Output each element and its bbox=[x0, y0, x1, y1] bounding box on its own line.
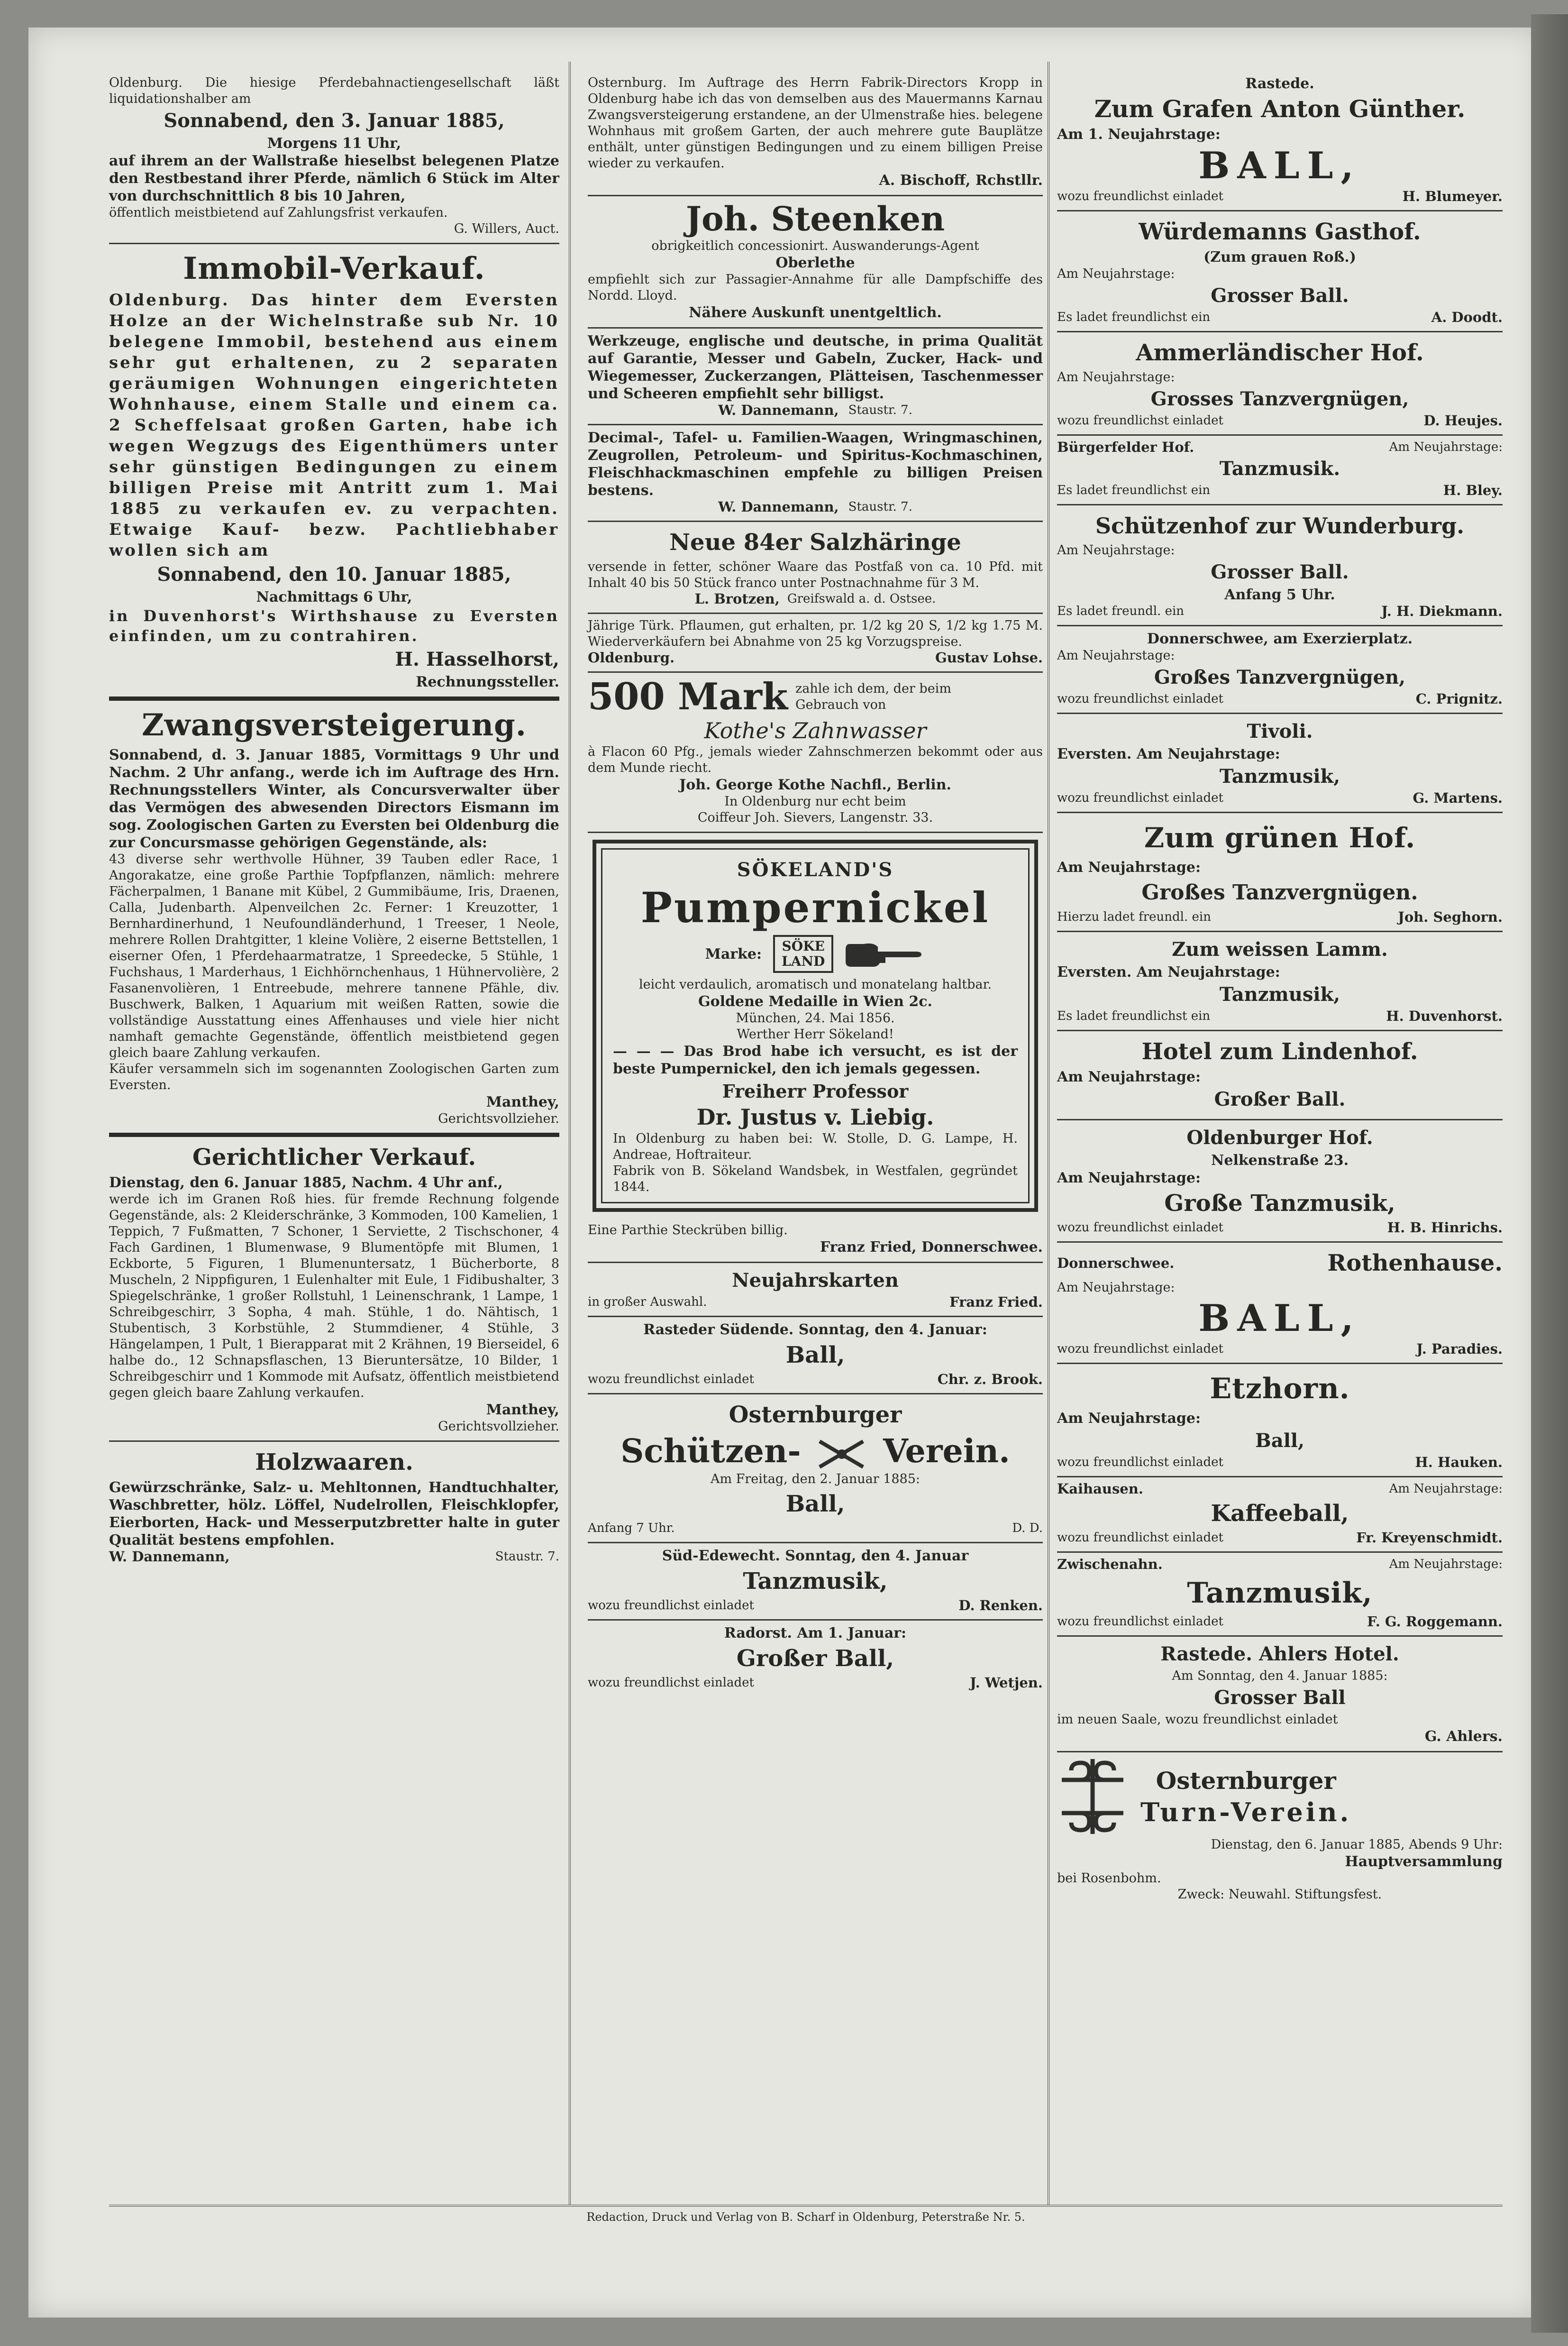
ad-invite: wozu freundlichst einladet bbox=[588, 1676, 754, 1690]
ad-hotel-lindenhof bbox=[1057, 1031, 1503, 1120]
ad-heading: Donnerschwee. bbox=[1057, 1255, 1175, 1271]
ad-zum-grunen-hof bbox=[1057, 813, 1503, 932]
ad-title: Zum weissen Lamm. bbox=[1172, 938, 1388, 961]
ad-gerichtlicher-verkauf bbox=[109, 1137, 559, 1442]
ad-title: Etzhorn. bbox=[1210, 1372, 1350, 1405]
ad-zwischenahn bbox=[1057, 1553, 1503, 1637]
ad-event: Ball, bbox=[1255, 1430, 1305, 1452]
ad-brand-label: Marke: bbox=[705, 945, 762, 962]
ad-kothe-zahnwasser bbox=[588, 673, 1043, 833]
ad-signature-row bbox=[588, 1598, 1043, 1613]
ad-body: empfiehlt sich zur Passagier-Annahme für alle Dampfschiffe des Nordd. Lloyd. bbox=[588, 272, 1043, 303]
ad-signature-role: Gerichtsvollzieher. bbox=[438, 1419, 559, 1434]
ad-lead: Dienstag, den 6. Januar 1885, Nachm. 4 Uhr anf., bbox=[109, 1174, 503, 1191]
ad-title: SÖKELAND'S bbox=[737, 859, 894, 881]
ad-heading: Donnerschwee, am Exerzierplatz. bbox=[1147, 631, 1413, 647]
ad-invite: Es ladet freundl. ein bbox=[1057, 604, 1185, 618]
ad-signature: A. Doodt. bbox=[1431, 309, 1503, 325]
ad-body: leicht verdaulich, aromatisch und monatelang haltbar. bbox=[638, 977, 992, 992]
ad-address: Staustr. 7. bbox=[848, 403, 912, 417]
ad-signature: A. Bischoff, Rchstllr. bbox=[879, 172, 1043, 189]
ad-signature-role: Gerichtsvollzieher. bbox=[438, 1111, 559, 1126]
ad-signature-row bbox=[1057, 604, 1503, 619]
ad-event: Grosser Ball bbox=[1214, 1686, 1346, 1709]
ad-body: 43 diverse sehr werthvolle Hühner, 39 Tauben edler Race, 1 Angorakatze, eine große Parthie Topfpflanzen, nämlich: mehrere Fächerpalmen, 1 Banane mit Kübel, 2 Gummibäume, Iris, Draenen, Calla, Judenbarth. Alpenveilchen 2c. Ferner: 1 Kreuzotter, 1 Bernhardinerhund, 1 Neufoundländerhund, 1 Treeser, 1 Neole, mehrere Rollen Drahtgitter, 1 kleine Volière, 2 eiserne Bettstellen, 1 eiserner Ofen, 1 Pferdehaarmatratze, 1 Spreedecke, 5 Stühle, 1 Fuchshaus, 1 Marderhaus, 1 Eichhörnchenhaus, 1 Hühnervolière, 2 Fasanenvolièren, 1 Entreebude, mehrere tannene Pfähle, div. Buschwerk, Balken, 1 Aquarium mit weißen Ratten, sowie die vollständige Ausstattung eines Affenhauses und viele hier nicht namhaft gemachte Gegenstände, öffentlich meistbietend gegen gleich baare Zahlung verkaufen. bbox=[109, 852, 559, 1060]
crossed-rifles-icon bbox=[816, 1438, 868, 1471]
ad-signature-row bbox=[1057, 189, 1503, 204]
ad-sokeland-pumpernickel bbox=[593, 840, 1038, 1212]
ad-body: Gewürzschränke, Salz- u. Mehltonnen, Handtuchhalter, Waschbretter, hölz. Löffel, Nudelrollen, Fleischklopfer, Eierborten, Hack- und Messerputzbretter halte in guter Qualität bestens empfohlen. bbox=[109, 1479, 559, 1549]
ad-title: Osternburger bbox=[729, 1402, 902, 1428]
ad-event: Tanzmusik, bbox=[1187, 1576, 1373, 1610]
ad-signature-row bbox=[1057, 413, 1503, 429]
ad-signature-row bbox=[1057, 1008, 1503, 1024]
ad-signature-row bbox=[1057, 1341, 1503, 1357]
ad-signature-role: Rechnungssteller. bbox=[416, 674, 559, 690]
ad-date: Sonnabend, den 3. Januar 1885, bbox=[164, 110, 505, 132]
brand-mark-line: SÖKE bbox=[782, 938, 825, 954]
ad-signature-row bbox=[1057, 909, 1503, 925]
ad-invite: Es ladet freundlichst ein bbox=[1057, 310, 1211, 324]
ad-body: versende in fetter, schöner Waare das Postfaß von ca. 10 Pfd. mit Inhalt 40 bis 50 Stück franco unter Postnachnahme für 3 M. bbox=[588, 559, 1043, 590]
ad-signature-title: Freiherr Professor bbox=[722, 1081, 909, 1102]
ad-date: Am 1. Neujahrstage: bbox=[1057, 126, 1221, 143]
ad-salzharinge bbox=[588, 522, 1043, 614]
ad-event: Tanzmusik. bbox=[1219, 458, 1340, 480]
ad-greeting: Werther Herr Sökeland! bbox=[737, 1027, 894, 1042]
ad-signature-row bbox=[109, 1549, 559, 1565]
ad-body: Osternburg. Im Auftrage des Herrn Fabrik-Directors Kropp in Oldenburg habe ich das von demselben aus des Mauermanns Karnau Zwangsversteigerung erstandene, an der Ulmenstraße hies. belegene Wohnhaus mit großem Garten, der auch mehrere gute Bauplätze enthält, unter günstigen Bedingungen und zu einem billigen Preise wieder zu verkaufen. bbox=[588, 75, 1043, 171]
ad-line: obrigkeitlich concessionirt. Auswanderungs-Agent bbox=[651, 238, 979, 253]
brand-mark-line: LAND bbox=[782, 953, 825, 969]
ad-signature-row bbox=[1057, 691, 1503, 707]
ad-signature: L. Brotzen, bbox=[694, 591, 780, 607]
ad-heading: Zwischenahn. bbox=[1057, 1556, 1163, 1572]
ad-heading: Eversten. Am Neujahrstage: bbox=[1057, 964, 1280, 981]
ad-signature: J. H. Diekmann. bbox=[1381, 603, 1503, 619]
ad-place: bei Rosenbohm. bbox=[1057, 1871, 1161, 1886]
ad-body: Oldenburg. Das hinter dem Eversten Holze an der Wichelnstraße sub Nr. 10 belegene Immobil, bestehend aus einem sehr gut erhaltenen, zu 2 separaten geräumigen Wohnungen eingerichteten Wohnhause, einem Stalle und einem ca. 2 Scheffelsaat großen Garten, habe ich wegen Wegzugs des Eigenthümers unter sehr günstigen Bedingungen zu einem billigen Preise mit Antritt zum 1. Mai 1885 zu verkaufen ev. zu verpachten. Etwaige Kauf- bezw. Pachtliebhaber wollen sich am bbox=[109, 291, 559, 560]
ad-title: Tanzmusik, bbox=[743, 1568, 888, 1595]
ad-heading: Radorst. Am 1. Januar: bbox=[724, 1625, 907, 1641]
ad-graf-anton-gunther bbox=[1057, 71, 1503, 211]
ad-event: Großes Tanzvergnügen, bbox=[1154, 666, 1406, 688]
ad-event: BALL, bbox=[1198, 144, 1361, 187]
ad-heading: Eversten. Am Neujahrstage: bbox=[1057, 746, 1280, 762]
ad-ahlers-hotel bbox=[1057, 1637, 1503, 1752]
ad-invite: wozu freundlichst einladet bbox=[1057, 189, 1223, 203]
ad-rasteder-sudende bbox=[588, 1317, 1043, 1394]
ad-where: im neuen Saale, wozu freundlichst einladet bbox=[1057, 1712, 1338, 1727]
ad-holzwaaren bbox=[109, 1442, 559, 1570]
ad-signature-name: H. Hasselhorst, bbox=[395, 648, 559, 670]
ad-body: Jährige Türk. Pflaumen, gut erhalten, pr. 1/2 kg 20 S, 1/2 kg 1.75 M. Wiederverkäufern bei Abnahme von 25 kg Vorzugspreise. bbox=[588, 618, 1043, 649]
ad-place: Oberlethe bbox=[775, 255, 855, 271]
ad-body: auf ihrem an der Wallstraße hieselbst belegenen Platze den Restbestand ihrer Pferde, nämlich 6 Stück im Alter von durchschnittlich 8 bis 10 Jahren, bbox=[109, 153, 559, 204]
ad-signature: D. Renken. bbox=[958, 1597, 1043, 1613]
ad-event: Große Tanzmusik, bbox=[1164, 1190, 1395, 1217]
ad-headline bbox=[588, 677, 1043, 717]
ad-signature: D. Heujes. bbox=[1423, 412, 1503, 429]
ad-maker: Joh. George Kothe Nachfl., Berlin. bbox=[679, 777, 951, 793]
ad-tail: öffentlich meistbietend auf Zahlungsfrist verkaufen. bbox=[109, 205, 448, 220]
ad-zwangsversteigerung bbox=[109, 701, 559, 1137]
ad-title: 500 Mark bbox=[588, 675, 788, 718]
ad-signature-row bbox=[588, 403, 1043, 418]
ad-signature-row bbox=[1057, 1220, 1503, 1236]
ad-heading-row bbox=[1057, 1557, 1503, 1572]
ad-event: Grosser Ball. bbox=[1211, 284, 1349, 307]
ad-heading-row bbox=[1057, 1481, 1503, 1497]
ad-event: Kaffeeball, bbox=[1211, 1500, 1349, 1527]
ad-pflaumen bbox=[588, 614, 1043, 673]
ad-title: Neujahrskarten bbox=[732, 1269, 899, 1292]
ad-signature: Franz Fried, Donnerschwee. bbox=[820, 1239, 1043, 1255]
ad-title: Tivoli. bbox=[1247, 720, 1313, 742]
ad-date: Am Neujahrstage: bbox=[1389, 1557, 1503, 1571]
ad-title: Ball, bbox=[785, 1342, 845, 1368]
ad-date: Dienstag, den 6. Januar 1885, Abends 9 Uhr: bbox=[1211, 1837, 1503, 1852]
ad-invite: Es ladet freundlichst ein bbox=[1057, 483, 1211, 497]
ad-steckruben bbox=[588, 1219, 1043, 1263]
pointing-hand-icon bbox=[845, 937, 925, 971]
ad-neujahrskarten bbox=[588, 1263, 1043, 1317]
ad-signature: Dr. Justus v. Liebig. bbox=[696, 1104, 934, 1130]
ad-place: in Duvenhorst's Wirthshause zu Eversten einfinden, um zu contrahiren. bbox=[109, 607, 559, 645]
ad-title: Zwangsversteigerung. bbox=[141, 707, 527, 743]
ad-ammerlandischer-hof bbox=[1057, 332, 1503, 436]
ad-oldenburger-hof bbox=[1057, 1120, 1503, 1243]
ad-signature-row bbox=[1057, 1614, 1503, 1630]
turner-cross-emblem-icon bbox=[1057, 1756, 1128, 1837]
ad-address: Nelkenstraße 23. bbox=[1211, 1152, 1349, 1169]
ad-waagen bbox=[588, 425, 1043, 522]
ad-letter-date: München, 24. Mai 1856. bbox=[736, 1011, 895, 1026]
ad-signature: J. Wetjen. bbox=[970, 1675, 1043, 1691]
ad-title: Joh. Steenken bbox=[685, 199, 945, 238]
ad-signature: H. Hauken. bbox=[1415, 1454, 1503, 1470]
ad-signature: H. Bley. bbox=[1443, 482, 1503, 498]
ad-heading-row bbox=[1057, 440, 1503, 455]
ad-product: Pumpernickel bbox=[640, 883, 990, 932]
ad-signature-row bbox=[1057, 310, 1503, 325]
ad-side-text: zahle ich dem, der beim Gebrauch von bbox=[795, 681, 951, 712]
ad-body: Decimal-, Tafel- u. Familien-Waagen, Wringmaschinen, Zeugrollen, Petroleum- und Spiritus-Kochmaschinen, Fleischhackmaschinen empfehle zu billigen Preisen bestens. bbox=[588, 430, 1043, 499]
ad-title: Gerichtlicher Verkauf. bbox=[192, 1144, 476, 1171]
ad-signature: H. Duvenhorst. bbox=[1386, 1008, 1503, 1024]
ad-schutzenhof-wunderburg bbox=[1057, 505, 1503, 626]
ad-pferdebahn bbox=[109, 71, 559, 244]
ad-radorst bbox=[588, 1621, 1043, 1696]
column-divider bbox=[1048, 62, 1049, 2205]
ad-steenken bbox=[588, 196, 1043, 329]
ad-signature: W. Dannemann, bbox=[718, 499, 839, 515]
ad-body: à Flacon 60 Pfg., jemals wieder Zahnschmerzen bekommt oder aus dem Munde riecht. bbox=[588, 744, 1043, 775]
ad-address: Staustr. 7. bbox=[848, 500, 912, 514]
ad-event: BALL, bbox=[1198, 1297, 1361, 1340]
ad-event: Tanzmusik, bbox=[1219, 765, 1340, 788]
ad-factory: Fabrik von B. Sökeland Wandsbek, in Westfalen, gegründet 1844. bbox=[613, 1164, 1018, 1194]
ad-heading-row bbox=[1057, 1246, 1503, 1280]
ad-signature-row bbox=[1057, 790, 1503, 806]
ad-invite: wozu freundlichst einladet bbox=[588, 1372, 754, 1386]
ad-date: Am Neujahrstage: bbox=[1057, 370, 1175, 385]
ad-signature: Chr. z. Brook. bbox=[937, 1371, 1043, 1387]
ad-title: Rothenhause. bbox=[1327, 1250, 1503, 1276]
ad-signature-row bbox=[588, 650, 1043, 666]
ad-title: Rastede. Ahlers Hotel. bbox=[1160, 1643, 1399, 1665]
ad-note: Nähere Auskunft unentgeltlich. bbox=[689, 304, 942, 321]
ad-title: Immobil-Verkauf. bbox=[183, 251, 485, 286]
ad-werkzeuge bbox=[588, 329, 1043, 425]
imprint-footer: Redaction, Druck und Verlag von B. Scharf in Oldenburg, Peterstraße Nr. 5. bbox=[109, 2205, 1503, 2224]
ad-burgerfelder-hof bbox=[1057, 436, 1503, 505]
ad-purpose: Zweck: Neuwahl. Stiftungsfest. bbox=[1177, 1887, 1382, 1902]
ad-signature-row bbox=[1057, 1455, 1503, 1470]
ad-intro: Oldenburg. Die hiesige Pferdebahnactiengesellschaft läßt liquidationshalber am bbox=[109, 75, 559, 106]
brand-mark bbox=[773, 935, 833, 973]
ad-heading: Bürgerfelder Hof. bbox=[1057, 439, 1194, 455]
ad-invite: wozu freundlichst einladet bbox=[588, 1598, 754, 1613]
ad-signature: H. Blumeyer. bbox=[1402, 188, 1503, 204]
ad-kaihausen bbox=[1057, 1477, 1503, 1553]
ad-subtitle bbox=[588, 1431, 1043, 1471]
ad-buyers: Käufer versammeln sich im sogenannten Zoologischen Garten zum Eversten. bbox=[109, 1062, 559, 1092]
ad-signature: J. Paradies. bbox=[1416, 1341, 1503, 1357]
ad-title-block bbox=[1140, 1764, 1351, 1829]
ad-date: Am Neujahrstage: bbox=[1057, 1280, 1175, 1295]
ad-signature: C. Prignitz. bbox=[1415, 691, 1503, 707]
ad-signature-row bbox=[1057, 483, 1503, 498]
column-middle bbox=[588, 71, 1043, 1696]
ad-heading: Rasteder Südende. Sonntag, den 4. Januar: bbox=[643, 1321, 987, 1338]
ad-signature: W. Dannemann, bbox=[109, 1549, 230, 1565]
ad-start: Anfang 7 Uhr. bbox=[588, 1521, 675, 1535]
ad-signature: G. Martens. bbox=[1413, 790, 1503, 806]
ad-schutzen-verein bbox=[588, 1394, 1043, 1543]
ad-signature: Gustav Lohse. bbox=[935, 650, 1043, 666]
ad-date: Am Neujahrstage: bbox=[1057, 648, 1175, 663]
ad-title: Osternburger bbox=[1156, 1767, 1336, 1795]
ad-event: Tanzmusik, bbox=[1219, 983, 1340, 1006]
ad-subtitle-part: Schützen- bbox=[620, 1432, 801, 1470]
ad-signature-name: Manthey, bbox=[486, 1094, 559, 1110]
column-divider bbox=[569, 62, 571, 2205]
ad-start: Anfang 5 Uhr. bbox=[1224, 586, 1335, 603]
ad-invite: Hierzu ladet freundl. ein bbox=[1057, 910, 1211, 924]
ad-body: Werkzeuge, englische und deutsche, in prima Qualität auf Garantie, Messer und Gabeln, Zucker, Hack- und Wiegemesser, Zuckerzangen, Plätteisen, Taschenmesser und Scheeren empfiehlt sehr billigst. bbox=[588, 333, 1043, 402]
ad-subtitle-part: Verein. bbox=[883, 1432, 1010, 1470]
ad-signature: F. G. Roggemann. bbox=[1367, 1613, 1503, 1630]
ad-signature: W. Dannemann, bbox=[718, 402, 839, 418]
column-right bbox=[1057, 71, 1503, 1908]
ad-event: Großes Tanzvergnügen. bbox=[1141, 880, 1418, 905]
ad-signature: G. Willers, Auct. bbox=[454, 221, 559, 236]
ad-title: Würdemanns Gasthof. bbox=[1139, 219, 1421, 245]
ad-signature-name: Manthey, bbox=[486, 1402, 559, 1418]
ad-title: Oldenburger Hof. bbox=[1186, 1127, 1373, 1149]
ad-signature-row bbox=[588, 1372, 1043, 1387]
ad-rothenhause bbox=[1057, 1243, 1503, 1364]
ad-heading: Kaihausen. bbox=[1057, 1481, 1143, 1497]
ad-donnerschwee-exerzierplatz bbox=[1057, 626, 1503, 714]
ad-body: Eine Parthie Steckrüben billig. bbox=[588, 1223, 788, 1237]
ad-address: Greifswald a. d. Ostsee. bbox=[787, 592, 936, 606]
ad-signature-row bbox=[588, 1521, 1043, 1536]
ad-invite: wozu freundlichst einladet bbox=[1057, 1220, 1223, 1235]
ad-signature-row bbox=[588, 499, 1043, 515]
ad-body: in großer Auswahl. bbox=[588, 1295, 707, 1309]
page-binding-edge bbox=[1531, 14, 1568, 2333]
ad-signature: G. Ahlers. bbox=[1424, 1728, 1503, 1745]
ad-brand-row bbox=[613, 935, 1018, 973]
ad-title: Großer Ball, bbox=[736, 1645, 894, 1672]
ad-title: Neue 84er Salzhäringe bbox=[669, 529, 961, 556]
ad-event: Grosser Ball. bbox=[1211, 561, 1349, 583]
ad-signature: D. D. bbox=[1012, 1521, 1043, 1535]
ad-signature: Fr. Kreyenschmidt. bbox=[1356, 1530, 1503, 1546]
ad-invite: wozu freundlichst einladet bbox=[1057, 1530, 1223, 1545]
ad-title: Ammerländischer Hof. bbox=[1136, 339, 1424, 366]
ad-sud-edewecht bbox=[588, 1543, 1043, 1621]
ad-invite: wozu freundlichst einladet bbox=[1057, 692, 1223, 706]
ad-frame bbox=[601, 848, 1030, 1203]
ad-body: werde ich im Granen Roß hies. für fremde Rechnung folgende Gegenstände, als: 2 Kleiderschränke, 3 Kommoden, 100 Kamelien, 1 Teppich, 7 Fußmatten, 7 Schoner, 1 Serviette, 2 Tischschoner, 4 Fach Gardinen, 1 Blumenwase, 9 Blumentöpfe mit Blumen, 1 Eckborte, 5 Figuren, 1 Blumenuntersatz, 1 Bücherborte, 8 Muscheln, 2 Nippfiguren, 1 Eulenhalter mit Eule, 1 Fidibushalter, 3 Spiegelschränke, 1 großer Rollstuhl, 1 Leinenschrank, 1 Lampe, 1 Schreibgeschirr, 3 Sopha, 4 mah. Stühle, 1 do. Nähtisch, 1 Stubentisch, 3 Korbstühle, 2 Stummdiener, 4 Stühle, 3 Hängelampen, 1 Pult, 1 Bierapparat mit 2 Krähnen, 19 Bierseidel, 6 halbe do., 12 Schnapsflaschen, 13 Bieruntersätze, 10 Bilder, 1 Schreibgeschirr und 1 Kommode mit Aufsatz, öffentlich meistbietend gegen gleich baare Zahlung verkaufen. bbox=[109, 1192, 559, 1400]
ad-date: Sonnabend, den 10. Januar 1885, bbox=[157, 563, 511, 586]
ad-date: Am Neujahrstage: bbox=[1057, 1410, 1201, 1427]
ad-title: Schützenhof zur Wunderburg. bbox=[1095, 513, 1465, 539]
ad-tivoli bbox=[1057, 714, 1503, 813]
ad-sold: In Oldenburg nur echt beim bbox=[724, 794, 906, 809]
ad-event: Großer Ball. bbox=[1214, 1088, 1346, 1110]
ad-quote: — — — Das Brod habe ich versucht, es ist der beste Pumpernickel, den ich jemals gegessen. bbox=[613, 1043, 1018, 1077]
ad-invite: wozu freundlichst einladet bbox=[1057, 791, 1223, 805]
ad-invite: wozu freundlichst einladet bbox=[1057, 1342, 1223, 1356]
ad-sold: In Oldenburg zu haben bei: W. Stolle, D. G. Lampe, H. Andreae, Hoftraiteur. bbox=[613, 1131, 1018, 1162]
ad-event: Ball, bbox=[785, 1491, 845, 1517]
ad-kropp bbox=[588, 71, 1043, 196]
ad-invite: wozu freundlichst einladet bbox=[1057, 413, 1223, 428]
ad-heading-row bbox=[1057, 1756, 1503, 1837]
ad-heading: Süd-Edewecht. Sonntag, den 4. Januar bbox=[662, 1548, 969, 1564]
ad-date: Am Neujahrstage: bbox=[1057, 1170, 1201, 1186]
ad-signature: H. B. Hinrichs. bbox=[1387, 1219, 1503, 1236]
ad-signature-row bbox=[1057, 1530, 1503, 1546]
ad-title: Holzwaaren. bbox=[255, 1449, 413, 1475]
ad-immobil-verkauf bbox=[109, 244, 559, 701]
ad-subtitle: Turn-Verein. bbox=[1140, 1797, 1352, 1827]
ad-wurdemanns-gasthof bbox=[1057, 211, 1503, 332]
ad-signature-row bbox=[588, 1294, 1043, 1310]
ad-signature: Franz Fried. bbox=[949, 1294, 1043, 1310]
ad-invite: wozu freundlichst einladet bbox=[1057, 1455, 1223, 1469]
ad-title: Zum grünen Hof. bbox=[1144, 822, 1416, 854]
ad-lead: Sonnabend, d. 3. Januar 1885, Vormittags 9 Uhr und Nachm. 2 Uhr anfang., werde ich im Auftrage des Hrn. Rechnungsstellers Winter, als Concursverwalter über das Vermögen des abwesenden Directors Eismann im sog. Zoologischen Garten zu Eversten bei Oldenburg die zur Concursmasse gehörigen Gegenstände, als: bbox=[109, 747, 559, 851]
ad-date: Am Neujahrstage: bbox=[1389, 1482, 1503, 1496]
ad-date: Am Freitag, den 2. Januar 1885: bbox=[710, 1472, 920, 1486]
ad-seller: Coiffeur Joh. Sievers, Langenstr. 33. bbox=[697, 810, 933, 825]
ad-event: Grosses Tanzvergnügen, bbox=[1150, 388, 1409, 410]
ad-turn-verein bbox=[1057, 1752, 1503, 1908]
ad-date: Am Neujahrstage: bbox=[1057, 543, 1175, 558]
ad-date: Am Neujahrstage: bbox=[1057, 1069, 1201, 1085]
ad-zum-weissen-lamm bbox=[1057, 932, 1503, 1031]
ad-place: Oldenburg. bbox=[588, 650, 675, 666]
ad-title: Hotel zum Lindenhof. bbox=[1141, 1038, 1418, 1065]
ad-event: Hauptversammlung bbox=[1345, 1853, 1503, 1870]
ad-signature-row bbox=[588, 591, 1043, 607]
ad-medal: Goldene Medaille in Wien 2c. bbox=[698, 993, 932, 1010]
ad-title: Zum Grafen Anton Günther. bbox=[1094, 95, 1466, 123]
ad-date: Am Neujahrstage: bbox=[1389, 440, 1503, 454]
ad-signature: Joh. Seghorn. bbox=[1398, 909, 1503, 925]
ad-time: Nachmittags 6 Uhr, bbox=[256, 589, 412, 605]
ad-signature-row bbox=[588, 1675, 1043, 1691]
ad-invite: Es ladet freundlichst ein bbox=[1057, 1009, 1211, 1023]
column-left bbox=[109, 71, 559, 1570]
ad-place: Rastede. bbox=[1245, 75, 1314, 92]
ad-invite: wozu freundlichst einladet bbox=[1057, 1614, 1223, 1629]
ad-time: Morgens 11 Uhr, bbox=[267, 135, 401, 152]
ad-date: Am Neujahrstage: bbox=[1057, 266, 1175, 281]
ad-product: Kothe's Zahnwasser bbox=[704, 718, 927, 743]
ad-date: Am Sonntag, den 4. Januar 1885: bbox=[1172, 1668, 1388, 1683]
ad-etzhorn bbox=[1057, 1364, 1503, 1477]
ad-address: Staustr. 7. bbox=[495, 1549, 559, 1564]
ad-date: Am Neujahrstage: bbox=[1057, 859, 1201, 876]
ad-subtitle: (Zum grauen Roß.) bbox=[1203, 249, 1356, 266]
